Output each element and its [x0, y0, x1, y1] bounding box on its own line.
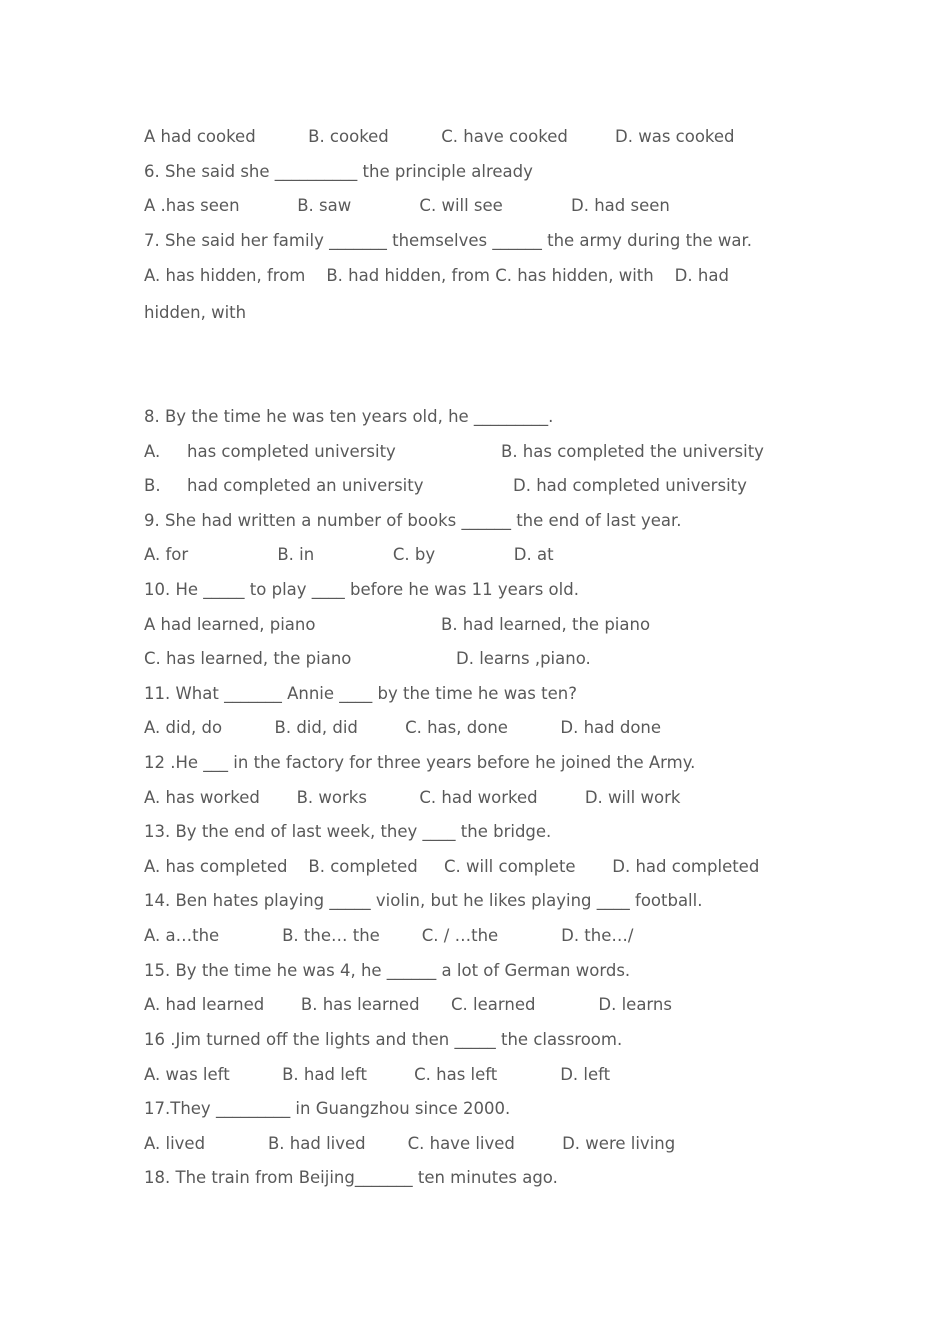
- q7-options-continued: hidden, with: [144, 303, 247, 322]
- q8-option-b2-label: B.: [144, 476, 161, 495]
- q8-option-c: had completed an university: [187, 476, 424, 495]
- q10-option-b: B. had learned, the piano: [441, 615, 651, 634]
- q8-option-a: has completed university: [187, 442, 396, 461]
- q15-options: A. had learned B. has learned C. learned D. learns: [144, 995, 672, 1014]
- q16-question: 16 .Jim turned off the lights and then _____ the classroom.: [144, 1030, 623, 1049]
- q9-question: 9. She had written a number of books ______ the end of last year.: [144, 511, 682, 530]
- q14-options: A. a…the B. the… the C. / …the D. the…/: [144, 926, 634, 945]
- q10-option-a: A had learned, piano: [144, 615, 316, 634]
- q17-question: 17.They _________ in Guangzhou since 2000.: [144, 1099, 511, 1118]
- q11-question: 11. What _______ Annie ____ by the time he was ten?: [144, 684, 577, 703]
- q8-option-d: D. had completed university: [513, 476, 747, 495]
- q17-options: A. lived B. had lived C. have lived D. were living: [144, 1134, 676, 1153]
- q11-options: A. did, do B. did, did C. has, done D. had done: [144, 718, 662, 737]
- q6-question: 6. She said she __________ the principle already: [144, 162, 533, 181]
- q8-question: 8. By the time he was ten years old, he _________.: [144, 407, 554, 426]
- q13-question: 13. By the end of last week, they ____ the bridge.: [144, 822, 552, 841]
- q10-question: 10. He _____ to play ____ before he was 11 years old.: [144, 580, 579, 599]
- q10-option-c: C. has learned, the piano: [144, 649, 352, 668]
- q8-option-b: B. has completed the university: [501, 442, 764, 461]
- q10-option-d: D. learns ,piano.: [456, 649, 591, 668]
- q7-question: 7. She said her family _______ themselves ______ the army during the war.: [144, 231, 753, 250]
- q9-options: A. for B. in C. by D. at: [144, 545, 554, 564]
- q13-options: A. has completed B. completed C. will complete D. had completed: [144, 857, 760, 876]
- q7-options: A. has hidden, from B. had hidden, from C. has hidden, with D. had: [144, 266, 729, 285]
- q5-options: A had cooked B. cooked C. have cooked D. was cooked: [144, 127, 735, 146]
- q14-question: 14. Ben hates playing _____ violin, but he likes playing ____ football.: [144, 891, 703, 910]
- q12-question: 12 .He ___ in the factory for three years before he joined the Army.: [144, 753, 696, 772]
- q16-options: A. was left B. had left C. has left D. left: [144, 1065, 611, 1084]
- q8-option-a-label: A.: [144, 442, 161, 461]
- q18-question: 18. The train from Beijing_______ ten minutes ago.: [144, 1168, 558, 1187]
- q6-options: A .has seen B. saw C. will see D. had seen: [144, 196, 670, 215]
- q12-options: A. has worked B. works C. had worked D. will work: [144, 788, 681, 807]
- q15-question: 15. By the time he was 4, he ______ a lot of German words.: [144, 961, 631, 980]
